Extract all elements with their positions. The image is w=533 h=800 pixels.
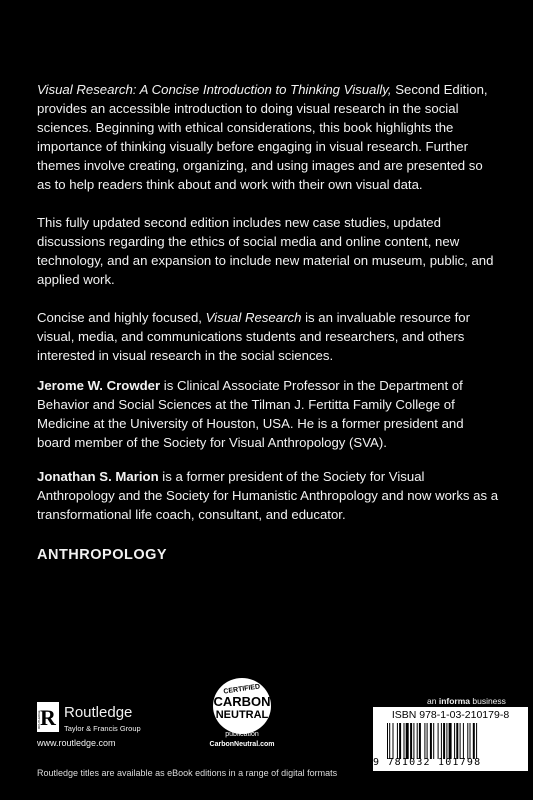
author-name-2: Jonathan S. Marion xyxy=(37,469,159,484)
description-paragraph-1 xyxy=(37,80,499,194)
book-title-short: Visual Research xyxy=(205,310,302,325)
neutral-word: NEUTRAL xyxy=(215,709,269,721)
description-text-3b: is an invaluable resource for visual, media, and communications students and researchers, and others interested in visual research in the social sciences. xyxy=(37,310,471,363)
barcode-digits: 9 781032 101798 xyxy=(373,757,482,768)
isbn-label: ISBN 978-1-03-210179-8 xyxy=(391,709,510,721)
publisher-name: Routledge xyxy=(64,704,133,721)
description-text-3a: Concise and highly focused, xyxy=(37,310,206,325)
svg-text:R: R xyxy=(40,705,56,730)
description-paragraph-2: This fully updated second edition includes new case studies, updated discussions regarding the ethics of social media and online content, new technology, and an expansion to include new material on museum, public, and applied work. xyxy=(37,215,494,287)
publisher-group: Taylor & Francis Group xyxy=(64,724,141,733)
author-bio-text-2: is a former president of the Society for Visual Anthropology and the Society for Humanistic Anthropology and now works as a transformational life coach, consultant, and educator. xyxy=(37,469,499,522)
book-title: Visual Research: A Concise Introduction to Thinking Visually, xyxy=(37,82,392,97)
subject-category: ANTHROPOLOGY xyxy=(37,547,168,563)
informa-prefix: an xyxy=(427,696,439,706)
description xyxy=(37,80,499,384)
barcode-block xyxy=(373,707,528,771)
informa-brand: informa xyxy=(438,696,470,706)
description-text-1: Second Edition, provides an accessible introduction to doing visual research in the social sciences. Beginning with ethical considerations, this book highlights the importance of thinking visually before engaging in visual research. Further themes involve creating, organizing, and using images and are presented so as to help readers think about and work with their own visual data. xyxy=(37,82,488,192)
svg-text:ROUTLEDGE: ROUTLEDGE xyxy=(37,710,41,729)
description-paragraph-3 xyxy=(37,308,499,365)
publisher-url: www.routledge.com xyxy=(37,738,116,748)
routledge-emblem-icon xyxy=(37,702,59,732)
carbon-url: CarbonNeutral.com xyxy=(209,741,275,748)
informa-suffix: business xyxy=(470,696,506,706)
barcode-icon xyxy=(387,723,517,759)
carbon-publication: publication xyxy=(225,731,259,738)
carbon-certified: CERTIFIED xyxy=(223,683,261,696)
author-bios xyxy=(37,376,499,539)
author-bio-text-1: is Clinical Associate Professor in the Department of Behavior and Social Sciences at the Tilman J. Fertitta Family College of Medicine at the University of Houston, USA. He is a former president and board member of the Society for Visual Anthropology (SVA). xyxy=(37,378,464,450)
author-bio-2 xyxy=(37,467,499,524)
carbon-word: CARBON xyxy=(213,694,271,709)
informa-business xyxy=(427,696,506,706)
author-name-1: Jerome W. Crowder xyxy=(37,378,161,393)
author-bio-1 xyxy=(37,376,499,452)
ebook-note: Routledge titles are available as eBook editions in a range of digital formats xyxy=(37,768,338,778)
